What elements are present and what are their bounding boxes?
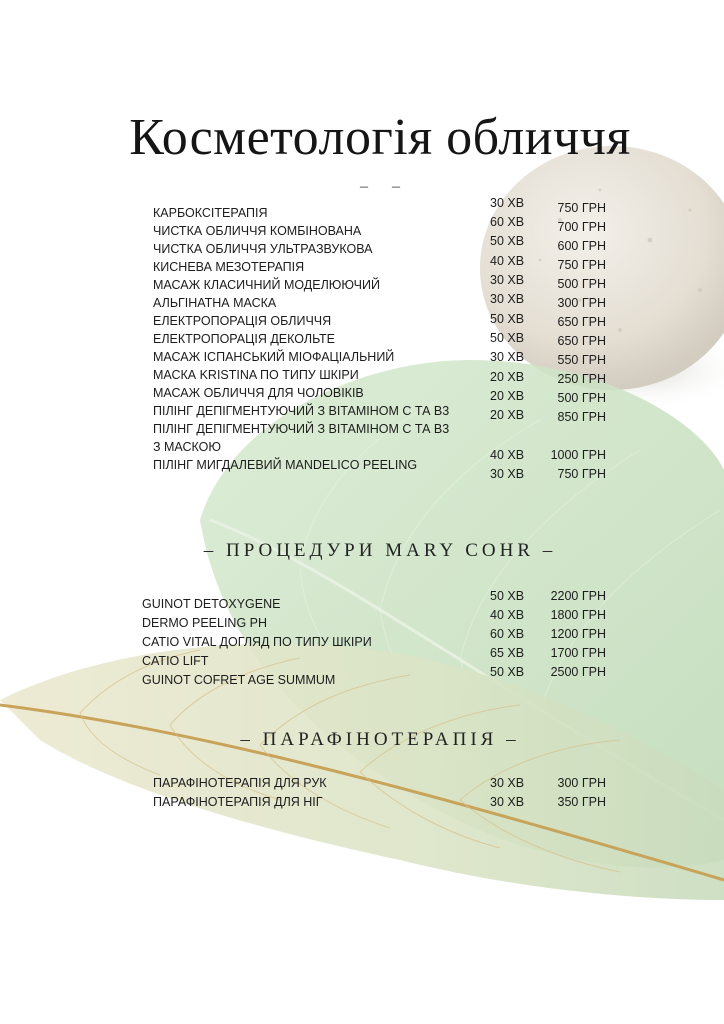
service-name: ПІЛІНГ МИГДАЛЕВИЙ MANDELICO PEELING <box>153 458 418 472</box>
service-duration: 50 ХВ <box>490 312 525 326</box>
service-price: 500 ГРН <box>557 391 606 405</box>
service-name: МАСАЖ КЛАСИЧНИЙ МОДЕЛЮЮЧИЙ <box>153 278 380 292</box>
service-price: 1800 ГРН <box>550 608 606 622</box>
service-name: ПАРАФІНОТЕРАПІЯ ДЛЯ НІГ <box>153 795 323 809</box>
service-duration: 40 ХВ <box>490 448 525 462</box>
service-duration: 40 ХВ <box>490 254 525 268</box>
page-title: Косметологія обличчя <box>129 109 631 166</box>
mary-cohr-heading: – ПРОЦЕДУРИ MARY COHR – <box>203 540 557 561</box>
service-duration: 50 ХВ <box>490 665 525 679</box>
service-duration: 30 ХВ <box>490 196 525 210</box>
service-duration: 30 ХВ <box>490 467 525 481</box>
service-price: 600 ГРН <box>557 239 606 253</box>
title-dash: – – <box>360 178 410 195</box>
service-name: ПІЛІНГ ДЕПІГМЕНТУЮЧИЙ З ВІТАМІНОМ С ТА В3 <box>153 404 450 418</box>
service-name: ПІЛІНГ ДЕПІГМЕНТУЮЧИЙ З ВІТАМІНОМ С ТА В3 <box>153 422 450 436</box>
service-price: 250 ГРН <box>557 372 606 386</box>
service-duration: 30 ХВ <box>490 776 525 790</box>
service-price: 750 ГРН <box>557 201 606 215</box>
service-duration: 65 ХВ <box>490 646 525 660</box>
service-price: 2500 ГРН <box>550 665 606 679</box>
service-price: 550 ГРН <box>557 353 606 367</box>
service-price: 1700 ГРН <box>550 646 606 660</box>
service-name: З МАСКОЮ <box>153 440 222 454</box>
service-price: 1200 ГРН <box>550 627 606 641</box>
service-duration: 20 ХВ <box>490 408 525 422</box>
service-duration: 60 ХВ <box>490 627 525 641</box>
service-price: 750 ГРН <box>557 467 606 481</box>
service-name: МАСАЖ ІСПАНСЬКИЙ МІОФАЦІАЛЬНИЙ <box>153 350 395 364</box>
service-price: 1000 ГРН <box>550 448 606 462</box>
service-name: КАРБОКСІТЕРАПІЯ <box>153 206 268 220</box>
service-price: 500 ГРН <box>557 277 606 291</box>
service-duration: 20 ХВ <box>490 389 525 403</box>
service-name: МАСКА KRISTINA ПО ТИПУ ШКІРИ <box>153 368 359 382</box>
service-name: ЧИСТКА ОБЛИЧЧЯ УЛЬТРАЗВУКОВА <box>153 242 373 256</box>
service-duration: 30 ХВ <box>490 292 525 306</box>
service-duration: 40 ХВ <box>490 608 525 622</box>
service-name: КИСНЕВА МЕЗОТЕРАПІЯ <box>153 260 305 274</box>
service-price: 300 ГРН <box>557 776 606 790</box>
service-name: МАСАЖ ОБЛИЧЧЯ ДЛЯ ЧОЛОВІКІВ <box>153 386 364 400</box>
service-duration: 30 ХВ <box>490 273 525 287</box>
service-price: 750 ГРН <box>557 258 606 272</box>
service-name: CATIO VITAL ДОГЛЯД ПО ТИПУ ШКІРИ <box>142 635 372 649</box>
service-price: 300 ГРН <box>557 296 606 310</box>
service-duration: 20 ХВ <box>490 370 525 384</box>
service-name: ЕЛЕКТРОПОРАЦІЯ ДЕКОЛЬТЕ <box>153 332 336 346</box>
service-name: GUINOT DETOXYGENE <box>142 597 281 611</box>
service-duration: 50 ХВ <box>490 234 525 248</box>
service-duration: 30 ХВ <box>490 795 525 809</box>
service-duration: 50 ХВ <box>490 331 525 345</box>
service-duration: 60 ХВ <box>490 215 525 229</box>
service-name: ЕЛЕКТРОПОРАЦІЯ ОБЛИЧЧЯ <box>153 314 332 328</box>
service-price: 700 ГРН <box>557 220 606 234</box>
service-name: GUINOT COFRET AGE SUMMUM <box>142 673 336 687</box>
service-name: DERMO PEELING PH <box>142 616 268 630</box>
service-name: АЛЬГІНАТНА МАСКА <box>153 296 277 310</box>
service-price: 650 ГРН <box>557 334 606 348</box>
paraffin-heading: – ПАРАФІНОТЕРАПІЯ – <box>240 729 520 750</box>
service-price: 2200 ГРН <box>550 589 606 603</box>
service-duration: 30 ХВ <box>490 350 525 364</box>
service-price: 350 ГРН <box>557 795 606 809</box>
service-name: ЧИСТКА ОБЛИЧЧЯ КОМБІНОВАНА <box>153 224 362 238</box>
service-price: 650 ГРН <box>557 315 606 329</box>
service-price: 850 ГРН <box>557 410 606 424</box>
service-name: ПАРАФІНОТЕРАПІЯ ДЛЯ РУК <box>153 776 327 790</box>
service-duration: 50 ХВ <box>490 589 525 603</box>
service-name: CATIO LIFT <box>142 654 209 668</box>
